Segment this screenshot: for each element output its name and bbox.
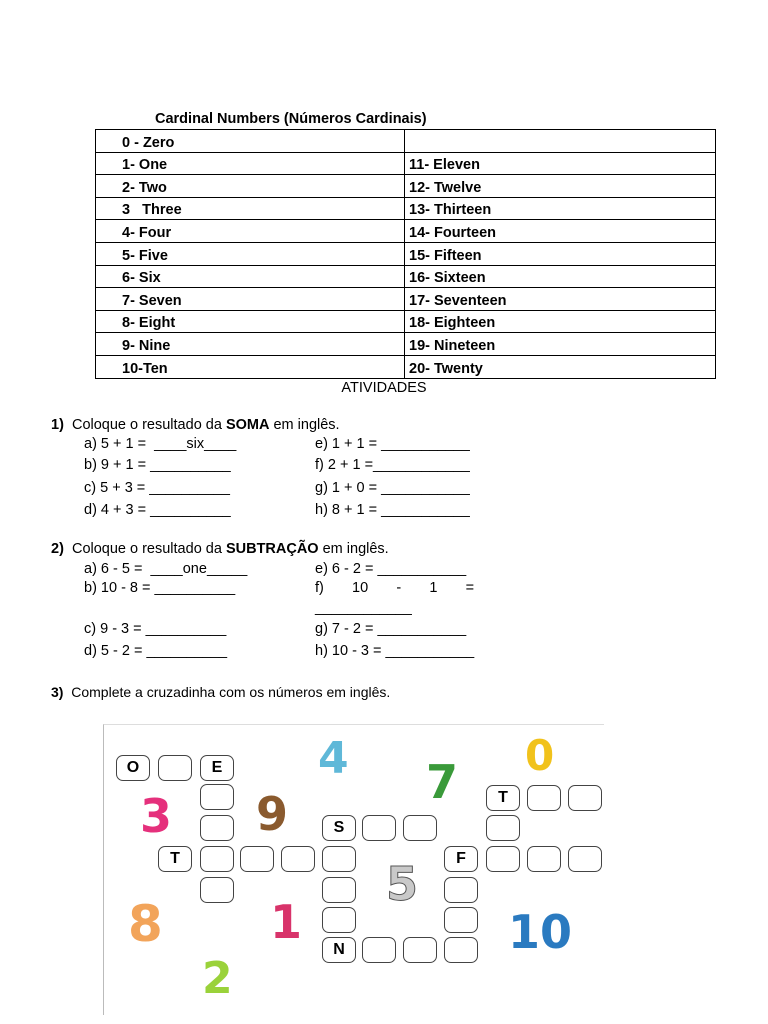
question-2 xyxy=(51,541,389,557)
table-cell-left: 7- Seven xyxy=(96,288,405,311)
question-3 xyxy=(51,684,390,700)
crossword-cell-letter-f[interactable]: F xyxy=(444,846,478,872)
number-0-character-icon: 0 xyxy=(525,731,555,780)
crossword-cell[interactable] xyxy=(486,815,520,841)
crossword-cell[interactable] xyxy=(403,815,437,841)
crossword-cell[interactable] xyxy=(322,846,356,872)
table-row xyxy=(96,197,716,220)
crossword-cell[interactable] xyxy=(240,846,274,872)
crossword-cell[interactable] xyxy=(527,785,561,811)
table-cell-right: 11- Eleven xyxy=(405,152,716,175)
crossword-cell[interactable] xyxy=(486,846,520,872)
table-title: Cardinal Numbers (Números Cardinais) xyxy=(155,111,427,127)
q2-item-d: d) 5 - 2 = __________ xyxy=(84,643,228,659)
crossword-puzzle xyxy=(103,724,604,1015)
crossword-cell[interactable] xyxy=(200,815,234,841)
crossword-cell[interactable] xyxy=(444,937,478,963)
crossword-cell[interactable] xyxy=(200,877,234,903)
table-row xyxy=(96,288,716,311)
q2-item-e: e) 6 - 2 = ___________ xyxy=(315,561,467,577)
q1-item-g: g) 1 + 0 = ___________ xyxy=(315,480,470,496)
crossword-cell[interactable] xyxy=(362,815,396,841)
crossword-cell-letter-n[interactable]: N xyxy=(322,937,356,963)
question-1 xyxy=(51,417,340,433)
q2-item-h: h) 10 - 3 = ___________ xyxy=(315,643,475,659)
crossword-cell[interactable] xyxy=(322,907,356,933)
number-8-character-icon: 8 xyxy=(128,895,163,953)
question-2-text-pre: Coloque o resultado da xyxy=(71,541,226,557)
q1-item-f: f) 2 + 1 =____________ xyxy=(315,457,470,473)
table-cell-left: 6- Six xyxy=(96,265,405,288)
number-10-character-icon: 10 xyxy=(508,905,573,959)
crossword-cell-letter-t[interactable]: T xyxy=(486,785,520,811)
question-3-number: 3) xyxy=(51,684,64,700)
number-4-character-icon: 4 xyxy=(318,733,349,784)
crossword-cell[interactable] xyxy=(568,785,602,811)
crossword-cell[interactable] xyxy=(362,937,396,963)
question-1-bold: SOMA xyxy=(225,417,270,433)
table-cell-right: 20- Twenty xyxy=(405,355,716,378)
table-cell-right: 14- Fourteen xyxy=(405,220,716,243)
crossword-cell[interactable] xyxy=(322,877,356,903)
table-row xyxy=(96,130,716,153)
table-row xyxy=(96,175,716,198)
question-3-text: Complete a cruzadinha com os números em inglês. xyxy=(71,684,391,700)
table-cell-right: 17- Seventeen xyxy=(405,288,716,311)
q1-item-e: e) 1 + 1 = ___________ xyxy=(315,436,470,452)
q2-item-b: b) 10 - 8 = __________ xyxy=(84,580,236,596)
table-cell-left: 9- Nine xyxy=(96,333,405,356)
table-cell-left: 3 Three xyxy=(96,197,405,220)
q1-item-d: d) 4 + 3 = __________ xyxy=(84,502,231,518)
q1-item-a: a) 5 + 1 = ____six____ xyxy=(84,436,237,452)
q1-item-b: b) 9 + 1 = __________ xyxy=(84,457,231,473)
table-row xyxy=(96,333,716,356)
table-cell-left: 1- One xyxy=(96,152,405,175)
question-1-number: 1) xyxy=(51,417,64,433)
q2-item-f-line: ____________ xyxy=(315,600,412,616)
crossword-cell[interactable] xyxy=(403,937,437,963)
question-2-bold: SUBTRAÇÃO xyxy=(225,541,319,557)
question-1-text-pre: Coloque o resultado da xyxy=(71,417,226,433)
table-cell-right xyxy=(405,130,716,153)
crossword-cell-letter-o[interactable]: O xyxy=(116,755,150,781)
number-1-character-icon: 1 xyxy=(270,895,303,949)
table-row xyxy=(96,152,716,175)
number-7-character-icon: 7 xyxy=(426,755,459,809)
crossword-cell[interactable] xyxy=(568,846,602,872)
table-cell-left: 4- Four xyxy=(96,220,405,243)
table-cell-right: 18- Eighteen xyxy=(405,310,716,333)
q2-item-a: a) 6 - 5 = ____one_____ xyxy=(84,561,248,577)
table-cell-right: 12- Twelve xyxy=(405,175,716,198)
table-cell-left: 0 - Zero xyxy=(96,130,405,153)
q1-item-c: c) 5 + 3 = __________ xyxy=(84,480,230,496)
table-row xyxy=(96,242,716,265)
table-row xyxy=(96,355,716,378)
number-2-character-icon: 2 xyxy=(202,953,233,1004)
crossword-cell-letter-s[interactable]: S xyxy=(322,815,356,841)
crossword-cell-letter-e[interactable]: E xyxy=(200,755,234,781)
crossword-cell[interactable] xyxy=(527,846,561,872)
number-9-character-icon: 9 xyxy=(256,787,289,841)
q2-item-c: c) 9 - 3 = __________ xyxy=(84,621,227,637)
table-cell-left: 10-Ten xyxy=(96,355,405,378)
crossword-cell[interactable] xyxy=(200,784,234,810)
crossword-cell[interactable] xyxy=(444,907,478,933)
table-cell-right: 15- Fifteen xyxy=(405,242,716,265)
table-row xyxy=(96,265,716,288)
table-cell-left: 8- Eight xyxy=(96,310,405,333)
cardinal-numbers-table xyxy=(95,129,716,379)
question-2-number: 2) xyxy=(51,541,64,557)
table-row xyxy=(96,310,716,333)
q2-item-f: f) 10 - 1 = xyxy=(315,580,475,596)
table-row xyxy=(96,220,716,243)
activities-heading: ATIVIDADES xyxy=(341,380,427,396)
table-cell-right: 19- Nineteen xyxy=(405,333,716,356)
table-cell-right: 16- Sixteen xyxy=(405,265,716,288)
crossword-cell[interactable] xyxy=(200,846,234,872)
crossword-cell-letter-t[interactable]: T xyxy=(158,846,192,872)
question-1-text-post: em inglês. xyxy=(269,417,340,433)
crossword-cell[interactable] xyxy=(158,755,192,781)
crossword-cell[interactable] xyxy=(281,846,315,872)
number-5-character-icon: 5 xyxy=(386,857,419,911)
crossword-cell[interactable] xyxy=(444,877,478,903)
table-cell-left: 5- Five xyxy=(96,242,405,265)
table-cell-left: 2- Two xyxy=(96,175,405,198)
q1-item-h: h) 8 + 1 = ___________ xyxy=(315,502,470,518)
q2-item-g: g) 7 - 2 = ___________ xyxy=(315,621,467,637)
question-2-text-post: em inglês. xyxy=(318,541,389,557)
table-cell-right: 13- Thirteen xyxy=(405,197,716,220)
number-3-character-icon: 3 xyxy=(140,789,173,843)
